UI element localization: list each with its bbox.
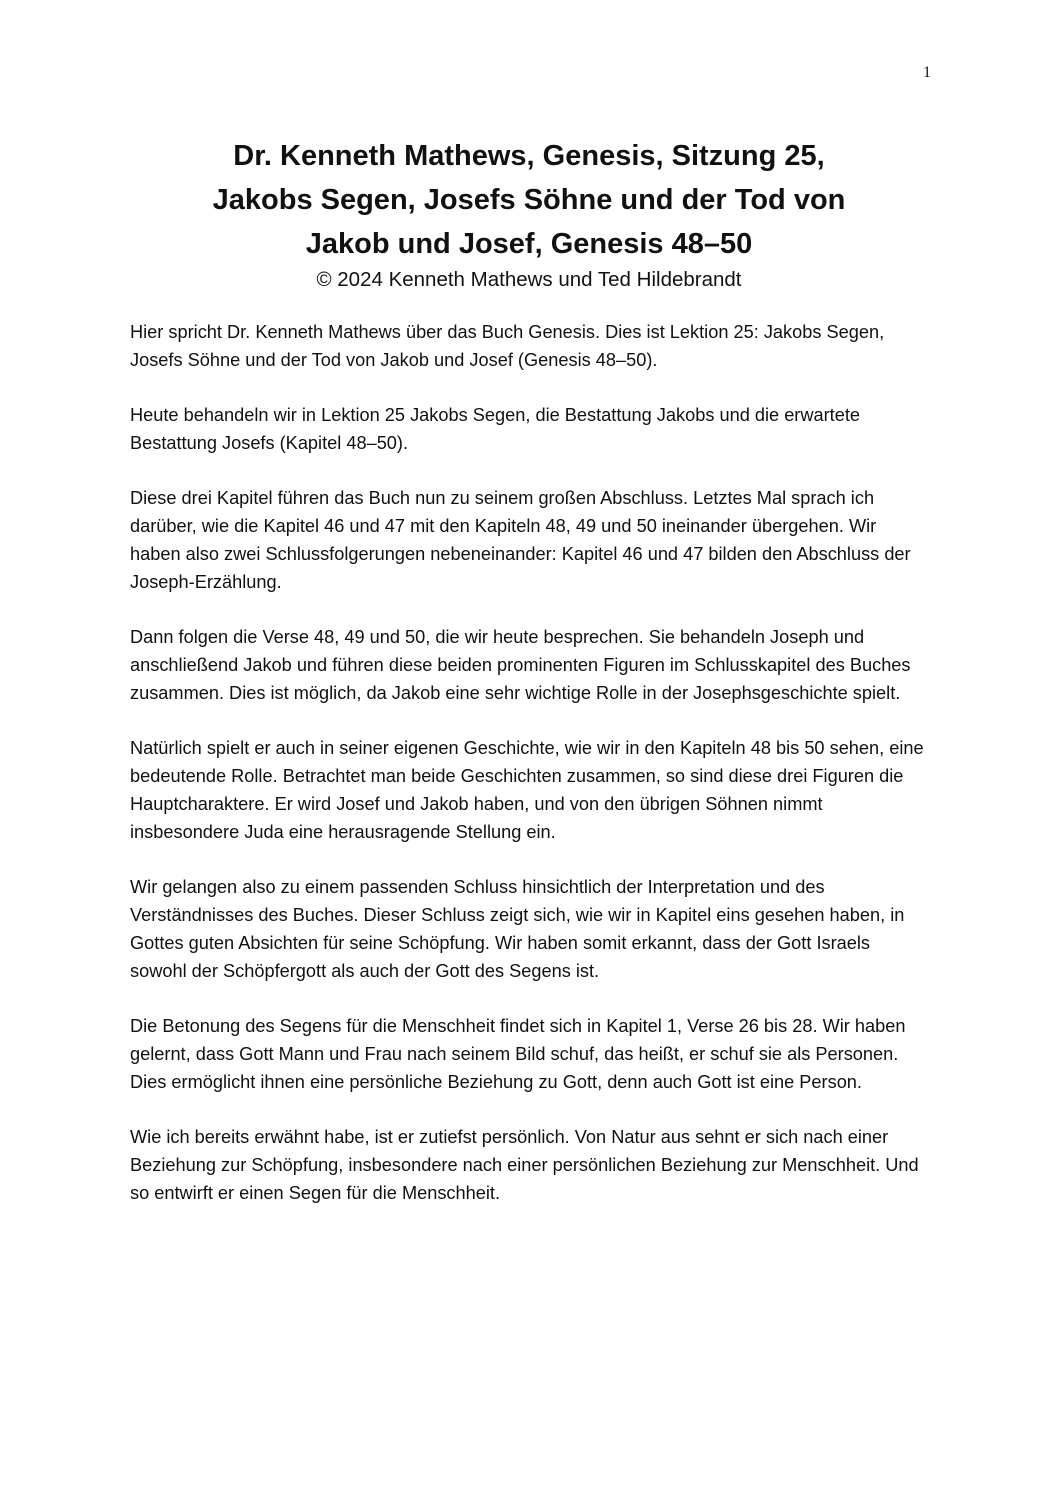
title-line-2: Jakobs Segen, Josefs Söhne und der Tod von bbox=[212, 184, 846, 216]
paragraph-2: Heute behandeln wir in Lektion 25 Jakobs Segen, die Bestattung Jakobs und die erwartete Bestattung Josefs (Kapitel 48–50). bbox=[130, 405, 861, 453]
copyright-line: © 2024 Kenneth Mathews und Ted Hildebrandt bbox=[316, 268, 742, 291]
title-line-3: Jakob und Josef, Genesis 48–50 bbox=[305, 228, 753, 260]
paragraph-8: Wie ich bereits erwähnt habe, ist er zutiefst persönlich. Von Natur aus sehnt er sich nach einer Beziehung zur Schöpfung, insbesondere nach einer persönlichen Beziehung zur Menschheit. Und so entwirft er einen Segen für die Menschheit. bbox=[130, 1127, 919, 1203]
title-line-1: Dr. Kenneth Mathews, Genesis, Sitzung 25, bbox=[233, 140, 825, 172]
paragraph-3: Diese drei Kapitel führen das Buch nun zu seinem großen Abschluss. Letztes Mal sprach ich darüber, wie die Kapitel 46 und 47 mit den Kapiteln 48, 49 und 50 ineinander übergehen. Wir haben also zwei Schlussfolgerungen nebeneinander: Kapitel 46 und 47 bilden den Abschluss der Joseph-Erzählung. bbox=[130, 488, 911, 592]
paragraph-1: Hier spricht Dr. Kenneth Mathews über das Buch Genesis. Dies ist Lektion 25: Jakobs Segen, Josefs Söhne und der Tod von Jakob und Josef (Genesis 48–50). bbox=[130, 322, 885, 370]
page-number: 1 bbox=[923, 64, 931, 81]
paragraph-4: Dann folgen die Verse 48, 49 und 50, die wir heute besprechen. Sie behandeln Joseph und anschließend Jakob und führen diese beiden prominenten Figuren im Schlusskapitel des Buches zusammen. Dies ist möglich, da Jakob eine sehr wichtige Rolle in der Josephsgeschichte spielt. bbox=[130, 627, 911, 703]
paragraph-5: Natürlich spielt er auch in seiner eigenen Geschichte, wie wir in den Kapiteln 48 bis 50 sehen, eine bedeutende Rolle. Betrachtet man beide Geschichten zusammen, so sind diese drei Figuren die Hauptcharaktere. Er wird Josef und Jakob haben, und von den übrigen Söhnen nimmt insbesondere Juda eine herausragende Stellung ein. bbox=[130, 738, 924, 842]
title-block bbox=[130, 134, 928, 294]
paragraph-6: Wir gelangen also zu einem passenden Schluss hinsichtlich der Interpretation und des Verständnisses des Buches. Dieser Schluss zeigt sich, wie wir in Kapitel eins gesehen haben, in Gottes guten Absichten für seine Schöpfung. Wir haben somit erkannt, dass der Gott Israels sowohl der Schöpfergott als auch der Gott des Segens ist. bbox=[130, 877, 905, 981]
paragraph-7: Die Betonung des Segens für die Menschheit findet sich in Kapitel 1, Verse 26 bis 28. Wir haben gelernt, dass Gott Mann und Frau nach seinem Bild schuf, das heißt, er schuf sie als Personen. Dies ermöglicht ihnen eine persönliche Beziehung zu Gott, denn auch Gott ist eine Person. bbox=[130, 1016, 906, 1092]
body-text bbox=[130, 318, 930, 1234]
